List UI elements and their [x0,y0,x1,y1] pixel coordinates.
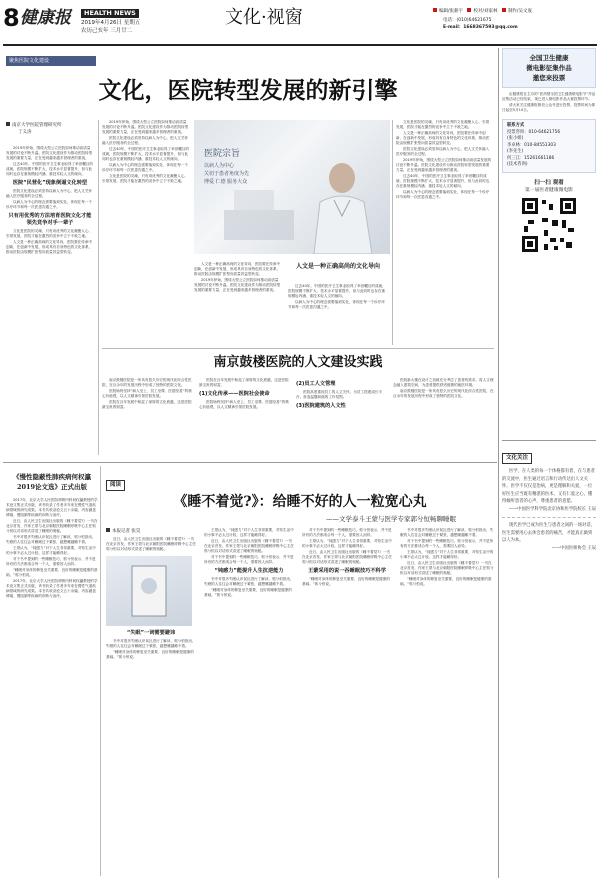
section-title: 文化·视窗 [225,7,303,28]
nanlou-paragraph: 医院在百年发展中积淀了深厚的文化底蕴，这是医院最宝贵的财富。 [199,378,289,387]
book-paragraph: “睡眠对身体的修复至关重要，良好的睡眠是健康的基础。”郭兮恒说。 [400,577,492,586]
book-paragraph: 近日，由人民卫生出版社出版的《睡不着觉?》一书在北京首发，作家王蒙与北京朝阳医院睡眠呼吸中心主任郭兮恒以对话形式讲述了睡眠的奥秘。 [400,561,494,575]
lead-col-2 [102,120,190,345]
culture-author: ——中国医学科学院北京协和医学院校长 王辰 [508,506,596,512]
book-left-body: “睡眠对身体的修复至关重要，良好的睡眠是健康的基础。”郭兮恒说。 [6,568,98,577]
lead-title: 文化，医院转型发展的新引擎 [98,77,398,104]
contact-line: (李先生) [507,149,524,154]
book-paragraph: 书中对很多失眠认识误区进行了解读，郭兮恒指出，失眠的人往往会对睡眠过于紧张，越想睡越睡不着。 [106,639,196,648]
book-left-title: 《慢性隐蔽性肺疾病何权瀛2019论文选》正式出版 [13,473,91,491]
lead-paragraph: 文化是医院的灵魂，只有用优秀的文化凝聚人心、引领发展，医院才能在激烈的竞争中立于不败之地。 [6,229,93,238]
culture-text: 现代医学已成为医生与患者之间的一场对话，医生需要用心去体会患者的痛苦，才能真正做到以人为本。 [502,523,595,543]
lead-subhead: 只有用优秀的方法培育医院文化才能领先竞争对手一辈子 [8,213,92,226]
book-title: 《睡不着觉?》：给睡不好的人一粒宽心丸 [173,494,427,510]
lead-paragraph: 以病人为中心的理念需要落到实处，体现在每一个诊疗环节和每一次医患沟通之中。 [6,200,93,209]
book-col-2 [204,528,294,876]
lead-paragraph: 2019年伊始，围绕大型公立医院如何推动高质量发展的讨论不断升温。医院文化建设作为推动医院转型发展的重要力量，正在受到越来越多管理者的重视。 [102,120,189,134]
book-left-panel [6,468,98,876]
book-paragraph: 对于书中提到的一些睡眠技巧，郭兮恒表示，并不是所有的方法都适合每一个人，需要因人而异。 [302,528,392,537]
book-cover-graphic [106,556,192,626]
book-col-4 [400,528,494,876]
photo-caption-line: 博爱 仁德 服务大众 [204,179,248,185]
contact-line: (技术咨询) [507,162,528,167]
book-paragraph: 王蒙认为，“钝感力”对于人生非常重要，对待生活中的小事不必太过计较，这样才能睡得好。 [302,539,392,548]
contact-line: 何三江：15261661186 [507,155,555,161]
lunar-date: 农历己亥年 三月廿二 [81,28,133,34]
lead-paragraph: 2019年伊始，围绕大型公立医院如何推动高质量发展的讨论不断升温。医院文化建设作为推动医院转型发展的重要力量，正在受到越来越多管理者的重视。 [194,278,281,292]
event-label: 第一届医者健康微电影 [525,187,573,193]
column-tag [6,56,96,66]
column-tag-text: 聚焦医院文化建设 [9,58,50,64]
brand-logo: 健康报 [20,8,71,28]
book-paragraph: 对于书中提到的一些睡眠技巧，郭兮恒表示，并不是所有的方法都适合每一个人，需要因人而异。 [204,555,294,564]
issue-date: 2019年4月26日 星期五 [81,20,141,26]
doctor-illustration [194,120,390,254]
lead-col-3 [194,262,282,342]
brand-en: HEALTH NEWS [81,9,139,18]
lead-paragraph: 医院文化建设必须坚持以病人为中心，把人文关怀融入医疗服务的全过程。 [102,136,189,145]
book-left-body: 2017年，北京大学人民医院呼吸内科何权瀛教授的学术论文集正式出版，该书收录了作者多年来在慢性气道疾病领域的研究成果。本书共收录论文五十余篇，内容涵盖哮喘、慢阻肺等疾病的诊断与治疗。 [6,498,98,517]
lead-col-5 [396,120,492,345]
book-subhead: “失眠”一词需要避讳 [126,630,176,636]
nanlou-paragraph: 医院新大楼在设计之初就充分考虑了患者的需求，将人文理念融入建筑空间，为患者提供舒适便捷的就医环境。 [393,378,494,387]
vote-title: 全国卫生健康 [529,54,569,62]
lead-paragraph: 人文是一种正确高尚的文化导向，医院要在传承中创新，在创新中发展，形成具有自身特色的文化体系，推动医院由规模扩张型向质量效益型转变。 [396,131,490,145]
book-col-3 [302,528,392,876]
book-paragraph: 近日，由人民卫生出版社出版的《睡不着觉?》一书在北京首发，作家王蒙与北京朝阳医院睡眠呼吸中心主任郭兮恒以对话形式讲述了睡眠的奥秘。 [106,537,196,551]
contact-line: (张小姐) [507,136,524,141]
book-left-body: 书中对很多失眠认识误区进行了解读，郭兮恒指出，失眠的人往往会对睡眠过于紧张，越想睡越睡不着。 [6,535,96,544]
nanlou-subhead: (1)文化传承——医院社会使命 [199,391,270,397]
lead-paragraph: 人文是一种正确高尚的文化导向，医院要在传承中创新，在创新中发展，形成具有自身特色的文化体系，推动医院由规模扩张型向质量效益型转变。 [194,262,281,276]
nanlou-paragraph: 医院始终坚持“病人至上、员工至尊、医德至善”的核心价值观，以人文精神引领医院发展。 [199,400,289,409]
book-paragraph: “睡眠对身体的修复至关重要，良好的睡眠是健康的基础。”郭兮恒说。 [106,650,194,659]
book-paragraph: 近日，由人民卫生出版社出版的《睡不着觉?》一书在北京首发，作家王蒙与北京朝阳医院睡眠呼吸中心主任郭兮恒以对话形式讲述了睡眠的奥秘。 [302,550,392,564]
lead-paragraph: 医院文化建设必须坚持以病人为中心，把人文关怀融入医疗服务的全过程。 [6,189,93,198]
qr-code-graphic [522,198,576,252]
photo-caption-line: 以病人为中心 [204,163,235,169]
nanlou-col-3 [296,378,389,460]
book-illustration [106,556,192,626]
contact-line: 投票咨询：010-64621756 [507,129,561,135]
book-subhead: 王蒙采用的说一吞睡眠技巧不科学 [308,568,386,574]
page-number: 8 [3,4,20,32]
book-paragraph: 王蒙认为，“钝感力”对于人生非常重要，对待生活中的小事不必太过计较，这样才能睡得好。 [400,550,494,559]
photo-caption-title: 医院宗旨 [204,149,241,159]
vote-body: 请大家关注健康报微信公众号进行投票，投票时间为即日起至5月10日。 [502,103,596,112]
lead-paragraph: 以病人为中心的理念需要落到实处，体现在每一个诊疗环节和每一次医患沟通之中。 [396,190,490,199]
nanlou-paragraph: 南京鼓楼医院是一所具有悠久历史的现代化综合性医院，在百余年的发展历程中形成了独特的医院文化。 [102,378,192,387]
hospital-photo [194,120,390,254]
nanlou-paragraph: 医院始终坚持“病人至上、员工至尊、医德至善”的核心价值观，以人文精神引领医院发展。 [102,389,192,398]
editor-info [433,8,532,15]
scan-label: 扫一扫 观看 [534,179,564,186]
lead-paragraph: 过去40年，中国的医疗卫生事业取得了举世瞩目的成就，医院规模不断扩大，技术水平显著提升，但与此同时也存在重规模轻内涵、重技术轻人文的倾向。 [102,147,190,161]
nanlou-paragraph: 医院高度重视员工的人文关怀，为员工搭建成长平台，营造温馨和谐的工作氛围。 [296,390,383,399]
lead-paragraph: 2019年伊始，围绕大型公立医院如何推动高质量发展的讨论不断升温。医院文化建设作为推动医院转型发展的重要力量，正在受到越来越多管理者的重视。 [396,158,492,172]
lead-paragraph: 医院文化建设必须坚持以病人为中心，把人文关怀融入医疗服务的全过程。 [396,147,490,156]
book-left-body: 王蒙认为，“钝感力”对于人生非常重要，对待生活中的小事不必太过计较，这样才能睡得好。 [6,546,96,555]
lead-col-4 [288,284,388,344]
nanlou-title: 南京鼓楼医院的人文建设实践 [213,355,383,370]
nanlou-col-2 [199,378,292,460]
lead-paragraph: 文化是医院的灵魂，只有用优秀的文化凝聚人心、引领发展，医院才能在激烈的竞争中立于不败之地。 [396,120,490,129]
lead-paragraph: 以病人为中心的理念需要落到实处，体现在每一个诊疗环节和每一次医患沟通之中。 [102,163,189,172]
photo-caption-line: 关切于患者角度为先 [204,171,250,177]
nanlou-subhead: (2)员工人文管理 [296,381,336,387]
lead-subhead: 医院“民营化”现象倒逼文化转型 [12,180,88,186]
lead-paragraph: 2019年伊始，围绕大型公立医院如何推动高质量发展的讨论不断升温。医院文化建设作为推动医院转型发展的重要力量，正在受到越来越多管理者的重视。 [6,146,93,160]
contact-box [502,119,596,173]
vote-title: 邀您来投票 [532,74,566,82]
nanlou-paragraph: 南京鼓楼医院是一所具有悠久历史的现代化综合性医院，在百余年的发展历程中形成了独特的医院文化。 [393,389,494,398]
masthead [3,4,597,42]
author-org: 南京大学医院管理研究所 [6,122,96,129]
book-col-1 [106,528,196,876]
nanlou-col-4 [393,378,494,460]
contact-line: 李卓林：010-84551303 [507,142,556,148]
nanlou-subhead: (3)医院建筑的人文性 [296,403,346,409]
vote-header [502,48,596,88]
culture-sidebar [502,444,596,874]
lead-paragraph: 过去40年，中国的医疗卫生事业取得了举世瞩目的成就，医院规模不断扩大，技术水平显著提升，但与此同时也存在重规模轻内涵、重技术轻人文的倾向。 [288,284,386,298]
lead-paragraph: 文化是医院的灵魂，只有用优秀的文化凝聚人心、引领发展，医院才能在激烈的竞争中立于不败之地。 [102,174,189,183]
reading-tag: 阅读 [106,480,125,491]
lead-paragraph: 以病人为中心的理念需要落到实处，体现在每一个诊疗环节和每一次医患沟通之中。 [288,300,385,309]
book-paragraph: 对于书中提到的一些睡眠技巧，郭兮恒表示，并不是所有的方法都适合每一个人，需要因人而异。 [400,539,494,548]
sidebar-vote [502,48,596,360]
phone: 电话：(010)64621675 [443,18,492,23]
book-paragraph: “睡眠对身体的修复至关重要，良好的睡眠是健康的基础。”郭兮恒说。 [204,588,292,597]
book-subtitle: ——文学泰斗王蒙与医学专家郭兮恒畅聊睡眠 [326,515,456,523]
book-paragraph: 书中对很多失眠认识误区进行了解读，郭兮恒指出，失眠的人往往会对睡眠过于紧张，越想睡越睡不着。 [400,528,494,537]
proof: 校对/刘家林 [473,9,498,14]
email: E-mail：1668367593@qq.com [443,25,518,30]
reporter: 本报记者 张昊 [106,528,196,535]
culture-author: ——中国医师协会 王辰 [551,545,596,551]
nanlou-paragraph: 医院在百年发展中积淀了深厚的文化底蕴，这是医院最宝贵的财富。 [102,400,192,409]
contact-label: 联系方式 [507,123,525,128]
lead-paragraph: 过去40年，中国的医疗卫生事业取得了举世瞩目的成就，医院规模不断扩大，技术水平显著提升，但与此同时也存在重规模轻内涵、重技术轻人文的倾向。 [6,162,94,176]
book-paragraph: 王蒙认为，“钝感力”对于人生非常重要，对待生活中的小事不必太过计较，这样才能睡得好。 [204,528,294,537]
qr-code[interactable] [522,198,576,252]
book-paragraph: “睡眠对身体的修复至关重要，良好的睡眠是健康的基础。”郭兮恒说。 [302,577,390,586]
culture-tag: 文化关注 [502,453,532,464]
book-paragraph: 书中对很多失眠认识误区进行了解读，郭兮恒指出，失眠的人往往会对睡眠过于紧张，越想睡越睡不着。 [204,577,294,586]
lead-col-1 [6,146,94,456]
book-paragraph: 近日，由人民卫生出版社出版的《睡不着觉?》一书在北京首发，作家王蒙与北京朝阳医院睡眠呼吸中心主任郭兮恒以对话形式讲述了睡眠的奥秘。 [204,539,294,553]
lead-paragraph: 过去40年，中国的医疗卫生事业取得了举世瞩目的成就，医院规模不断扩大，技术水平显著提升，但与此同时也存在重规模轻内涵、重技术轻人文的倾向。 [396,174,490,188]
editor: 编辑/张薪宇 [439,9,464,14]
photo-subhead: 人文是一种正确高尚的文化导向 [295,263,380,270]
lead-paragraph: 人文是一种正确高尚的文化导向，医院要在传承中创新，在创新中发展，形成具有自身特色的文化体系，推动医院由规模扩张型向质量效益型转变。 [6,240,93,254]
nanlou-col-1 [102,378,195,460]
vote-body: 由健康报社主办的“医药情全国卫生健康微电影节”作品征集活动已经结束，现已进入微电影作品大赛投票环节。 [502,92,596,101]
culture-text: 医学，在人类的每一个体格都有着，在与患者的交流中，医生通过语言和行动传达出人文关怀。医学不仅仅是治病，更是理解和关爱，一位好医生应当既有精湛的医术，又有仁爱之心，懂得倾听患者的心声，尊重患者的意愿。 [502,469,595,504]
book-left-body: 近日，由人民卫生出版社出版的《睡不着觉?》一书在北京首发，作家王蒙与北京朝阳医院睡眠呼吸中心主任郭兮恒以对话形式讲述了睡眠的奥秘。 [6,519,98,533]
vote-title: 微电影征集作品 [526,64,572,72]
author-name: 丁义涛 [18,130,32,135]
book-left-body: 2017年，北京大学人民医院呼吸内科何权瀛教授的学术论文集正式出版，该书收录了作者多年来在慢性气道疾病领域的研究成果。本书共收录论文五十余篇，内容涵盖哮喘、慢阻肺等疾病的诊断与治疗。 [6,579,98,598]
book-left-body: 对于书中提到的一些睡眠技巧，郭兮恒表示，并不是所有的方法都适合每一个人，需要因人而异。 [6,557,96,566]
book-subhead: “钝感力”能提升人生抗逆能力 [214,568,284,574]
design: 制作/吴文宬 [507,9,532,14]
